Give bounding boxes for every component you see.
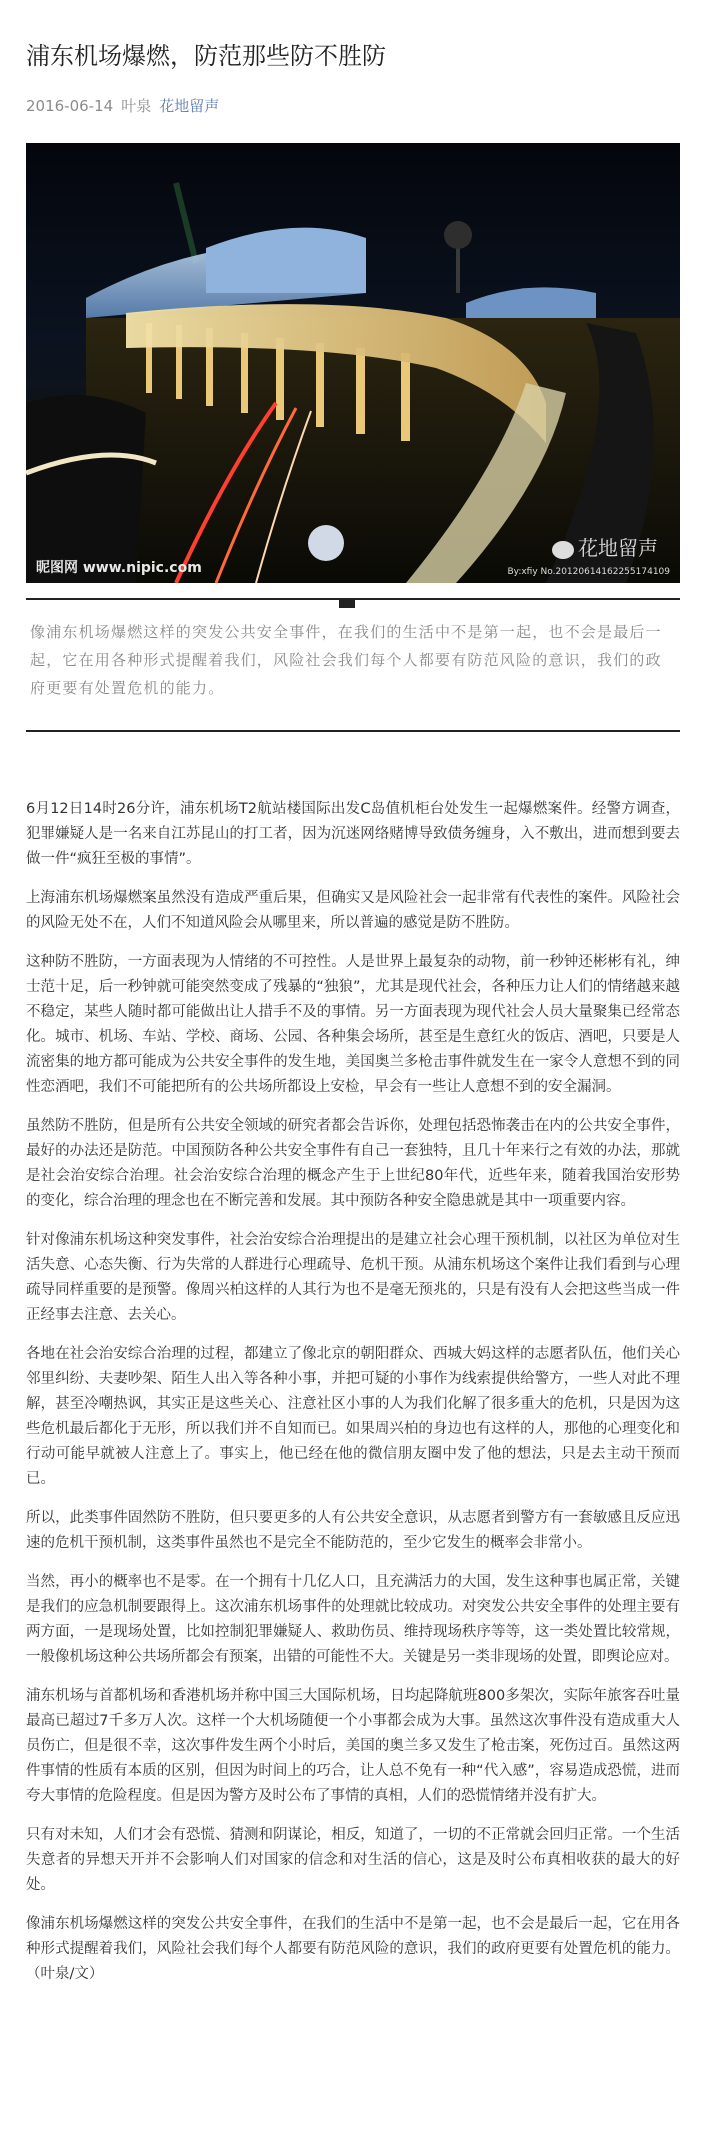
paragraph: 像浦东机场爆燃这样的突发公共安全事件，在我们的生活中不是第一起，也不会是最后一起，它在用各种形式提醒着我们，风险社会我们每个人都要有防范风险的意识，我们的政府更要有处置危机的能力。（叶泉/文） <box>26 1916 680 1982</box>
lead-quote: 像浦东机场爆燃这样的突发公共安全事件，在我们的生活中不是第一起，也不会是最后一起，它在用各种形式提醒着我们，风险社会我们每个人都要有防范风险的意识，我们的政府更要有处置危机的能力。 <box>30 623 662 697</box>
nipic-watermark: 昵图网 www.nipic.com <box>36 560 202 576</box>
paragraph: 虽然防不胜防，但是所有公共安全领域的研究者都会告诉你，处理包括恐怖袭击在内的公共安全事件，最好的办法还是防范。中国预防各种公共安全事件有自己一套独特，且几十年来行之有效的办法，那就是社会治安综合治理。社会治安综合治理的概念产生于上世纪80年代，近些年来，随着我国治安形势的变化，综合治理的理念也在不断完善和发展。其中预防各种安全隐患就是其中一项重要内容。 <box>26 1118 680 1209</box>
article-meta <box>26 96 219 116</box>
article-title: 浦东机场爆燃，防范那些防不胜防 <box>26 42 386 70</box>
paragraph: 当然，再小的概率也不是零。在一个拥有十几亿人口，且充满活力的大国，发生这种事也属正常，关键是我们的应急机制要跟得上。这次浦东机场事件的处理就比较成功。对突发公共安全事件的处理主要有两方面，一是现场处置，比如控制犯罪嫌疑人、救助伤员、维持现场秩序等等，这一类处置比较常规，一般像机场这种公共场所都会有预案，出错的可能性不大。关键是另一类非现场的处置，即舆论应对。 <box>26 1574 680 1665</box>
paragraph: 所以，此类事件固然防不胜防，但只要更多的人有公共安全意识，从志愿者到警方有一套敏感且反应迅速的危机干预机制，这类事件虽然也不是完全不能防范的，至少它发生的概率会非常小。 <box>26 1510 680 1551</box>
author-name: 叶泉 <box>121 97 152 115</box>
article-body <box>26 797 680 2001</box>
photo-illustration <box>26 143 680 583</box>
paragraph: 针对像浦东机场这种突发事件，社会治安综合治理提出的是建立社会心理干预机制，以社区为单位对生活失意、心态失衡、行为失常的人群进行心理疏导、危机干预。从浦东机场这个案件让我们看到与心理疏导同样重要的是预警。像周兴柏这样的人其行为也不是毫无预兆的，只是有没有人会把这些当成一件正经事去注意、去关心。 <box>26 1232 680 1323</box>
publish-date: 2016-06-14 <box>26 97 114 115</box>
paragraph: 各地在社会治安综合治理的过程，都建立了像北京的朝阳群众、西城大妈这样的志愿者队伍，他们关心邻里纠纷、夫妻吵架、陌生人出入等各种小事，并把可疑的小事作为线索提供给警方，一些人对此不理解，甚至冷嘲热讽，其实正是这些关心、注意社区小事的人为我们化解了很多重大的危机，只是因为这些危机最后都化于无形，所以我们并不自知而已。如果周兴柏的身边也有这样的人，那他的心理变化和行动可能早就被人注意上了。事实上，他已经在他的微信朋友圈中发了他的想法，只是去主动干预而已。 <box>26 1346 680 1487</box>
image-id-watermark: By:xfiy No.20120614162255174109 <box>507 567 670 577</box>
quote-bottom-rule <box>26 730 680 732</box>
paragraph: 浦东机场与首都机场和香港机场并称中国三大国际机场，日均起降航班800多架次，实际年旅客吞吐量最高已超过7千多万人次。这样一个大机场随便一个小事都会成为大事。虽然这次事件没有造成重大人员伤亡，但是很不幸，这次事件发生两个小时后，美国的奥兰多又发生了枪击案，死伤过百。虽然这两件事情的性质有本质的区别，但因为时间上的巧合，让人总不免有一种“代入感”，容易造成恐慌，进而夸大事情的危险程度。但是因为警方及时公布了事情的真相，人们的恐慌情绪并没有扩大。 <box>26 1688 680 1804</box>
paragraph: 只有对未知，人们才会有恐慌、猜测和阴谋论，相反，知道了，一切的不正常就会回归正常。一个生活失意者的异想天开并不会影响人们对国家的信念和对生活的信心，这是及时公布真相收获的最大的好处。 <box>26 1827 680 1893</box>
wechat-bubble-icon <box>552 541 574 559</box>
paragraph: 这种防不胜防，一方面表现为人情绪的不可控性。人是世界上最复杂的动物，前一秒钟还彬彬有礼，绅士范十足，后一秒钟就可能突然变成了残暴的“独狼”，尤其是现代社会，各种压力让人们的情绪越来越不稳定，某些人随时都可能做出让人措手不及的事情。另一方面表现为现代社会人员大量聚集已经常态化。城市、机场、车站、学校、商场、公园、各种集会场所，甚至是生意红火的饭店、酒吧，只要是人流密集的地方都可能成为公共安全事件的发生地，美国奥兰多枪击事件就发生在一家令人意想不到的同性恋酒吧，我们不可能把所有的公共场所都设上安检，早会有一些让人意想不到的安全漏洞。 <box>26 954 680 1095</box>
paragraph: 6月12日14时26分许，浦东机场T2航站楼国际出发C岛值机柜台处发生一起爆燃案件。经警方调查，犯罪嫌疑人是一名来自江苏昆山的打工者，因为沉迷网络赌博导致债务缠身，入不敷出，进而想到要去做一件“疯狂至极的事情”。 <box>26 801 680 867</box>
paragraph: 上海浦东机场爆燃案虽然没有造成严重后果，但确实又是风险社会一起非常有代表性的案件。风险社会的风险无处不在，人们不知道风险会从哪里来，所以普遍的感觉是防不胜防。 <box>26 890 680 931</box>
quote-top-tick <box>339 600 355 608</box>
account-link[interactable]: 花地留声 <box>159 97 220 115</box>
brand-watermark: 花地留声 <box>552 532 658 561</box>
airport-night-photo <box>26 143 680 583</box>
